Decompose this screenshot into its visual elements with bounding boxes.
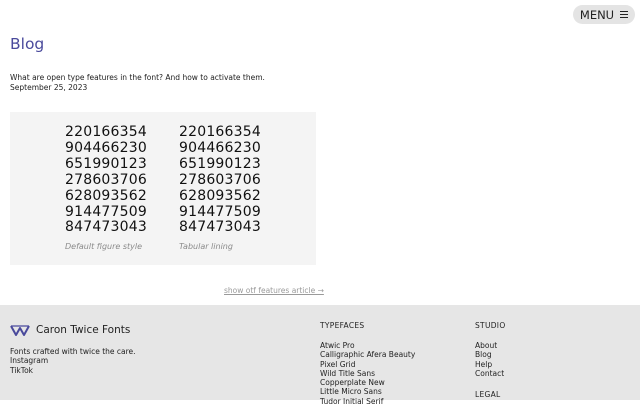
studio-link-contact[interactable]: Contact — [475, 368, 505, 378]
typefaces-list — [320, 341, 415, 406]
page-title: Blog — [10, 35, 45, 53]
typeface-link[interactable]: Wild Title Sans — [320, 368, 376, 378]
specimen-number: 847473043 — [65, 219, 147, 236]
tabular-figures-column — [179, 125, 261, 251]
specimen-number: 847473043 — [179, 219, 261, 236]
legal-heading: LEGAL — [475, 390, 501, 399]
specimen-number: 904466230 — [179, 139, 261, 156]
otf-article-link[interactable]: show otf features article → — [224, 286, 324, 295]
typeface-link[interactable]: Copperplate New — [320, 378, 385, 388]
post-date: September 25, 2023 — [10, 83, 88, 92]
specimen-number: 904466230 — [65, 139, 147, 156]
studio-link-blog[interactable]: Blog — [475, 350, 492, 360]
post-title[interactable]: What are open type features in the font? And how to activate them. — [10, 73, 265, 82]
studio-link-about[interactable]: About — [475, 341, 498, 350]
hamburger-icon — [620, 11, 628, 18]
typefaces-heading: TYPEFACES — [320, 321, 365, 330]
specimen-number: 220166354 — [65, 124, 147, 140]
typeface-link[interactable]: Little Micro Sans — [320, 387, 382, 397]
specimen-number: 651990123 — [179, 155, 261, 172]
specimen-number: 628093562 — [65, 187, 147, 204]
specimen-caption: Default figure style — [65, 242, 143, 252]
typeface-link[interactable]: Pixel Grid — [320, 359, 356, 369]
menu-button[interactable] — [573, 5, 635, 24]
specimen-number: 220166354 — [179, 124, 261, 140]
specimen-number: 278603706 — [179, 171, 261, 188]
footer-brand[interactable] — [10, 324, 130, 336]
menu-label: MENU — [579, 7, 615, 22]
specimen-number: 651990123 — [65, 155, 147, 172]
footer-tagline: Fonts crafted with twice the care. — [10, 347, 136, 356]
tiktok-link[interactable]: TikTok — [10, 365, 34, 375]
social-links — [10, 356, 48, 375]
specimen-number: 628093562 — [179, 187, 261, 204]
typeface-link[interactable]: Calligraphic Afera Beauty — [320, 350, 416, 360]
studio-list — [475, 341, 504, 378]
site-footer — [0, 305, 640, 406]
instagram-link[interactable]: Instagram — [10, 356, 49, 365]
figure-specimen — [10, 112, 316, 265]
default-figures-column — [65, 125, 147, 251]
specimen-number: 278603706 — [65, 171, 147, 188]
studio-heading: STUDIO — [475, 321, 506, 330]
typeface-link[interactable]: Tudor Initial Serif — [320, 396, 384, 406]
specimen-number: 914477509 — [179, 203, 261, 220]
specimen-caption: Tabular lining — [179, 242, 233, 252]
brand-name: Caron Twice Fonts — [36, 324, 131, 336]
specimen-number: 914477509 — [65, 203, 147, 220]
studio-link-help[interactable]: Help — [475, 359, 493, 369]
typeface-link[interactable]: Atwic Pro — [320, 341, 355, 350]
logo-icon — [10, 325, 30, 336]
